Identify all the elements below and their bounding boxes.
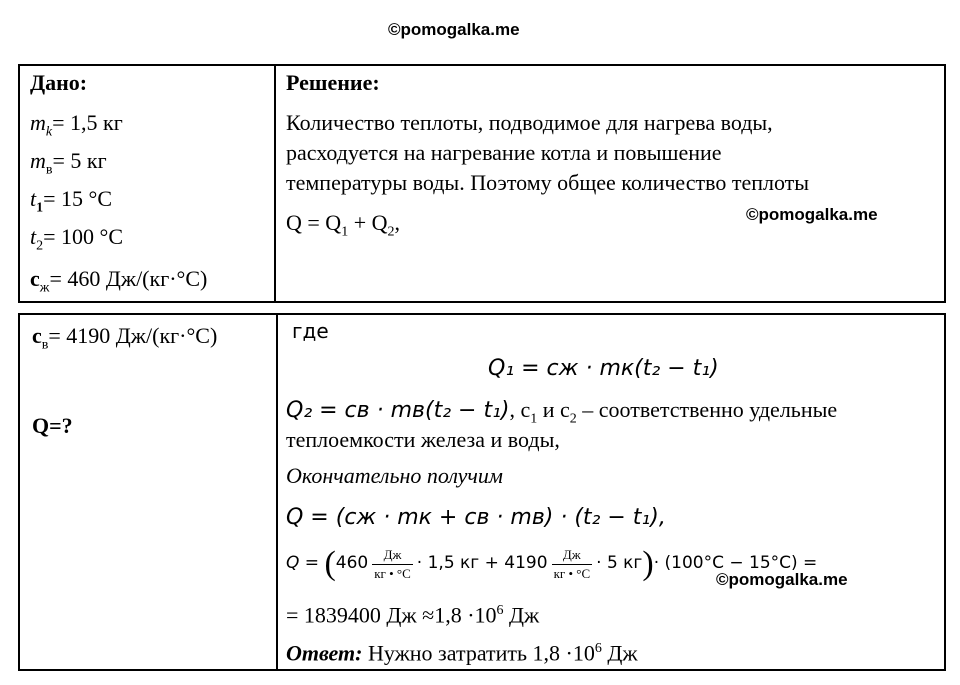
result-line: = 1839400 Дж $\approx 1,8 \cdot 10^6$ Дж (286, 602, 540, 628)
lower-divider (276, 313, 278, 671)
watermark-middle: ©pomogalka.me (746, 205, 878, 224)
solution-p1-line1: Количество теплоты, подводимое для нагрева воды, (286, 110, 773, 135)
equation-total: $Q = Q_1 + Q_2$, (286, 210, 400, 240)
solution-p1-line2: расходуется на нагревание котла и повышение (286, 140, 722, 165)
answer-line: Ответ: Нужно затратить $1,8 \cdot 10^6$ Дж (286, 640, 638, 666)
upper-divider (274, 64, 276, 303)
given-t1: $t_1= 15$ °С (30, 186, 113, 216)
formula-final: Q = (сж · mк + св · mв) · (t₂ − t₁), (286, 505, 666, 530)
given-mk: $m_k= 1,5$ кг (30, 110, 123, 140)
given-question: Q=? (32, 413, 73, 438)
given-cj: $с_ж= 460$ Дж/(кг·°С) (30, 266, 208, 296)
formula-q2: Q₂ = св · mв(t₂ − t₁), $с_1$ и $с_2$ – соответственно удельные (286, 397, 838, 427)
given-heading: Дано: (30, 70, 88, 95)
where-label: где (292, 319, 329, 343)
final-intro: Окончательно получим (286, 463, 503, 488)
solution-heading: Решение: (286, 70, 380, 95)
formula-q2-line2: теплоемкости железа и воды, (286, 427, 560, 452)
calculation-line: Q = (460 $\frac{Дж}{кг • ^\circ С}$ · 1,5 кг + 4190 $\frac{Дж}{кг • ^\circ С}$ · 5 кг)· (100°С − 15°С) = (286, 545, 818, 583)
given-cv: $с_в= 4190$ Дж/(кг·°С) (32, 323, 218, 353)
given-mv: $m_в= 5$ кг (30, 148, 107, 178)
watermark-top: ©pomogalka.me (388, 20, 520, 39)
watermark-bottom: ©pomogalka.me (716, 570, 848, 589)
solution-p1-line3: температуры воды. Поэтому общее количество теплоты (286, 170, 810, 195)
formula-q1: Q₁ = сж · mк(t₂ − t₁) (488, 356, 719, 381)
given-t2: $t_2= 100$ °С (30, 224, 124, 254)
